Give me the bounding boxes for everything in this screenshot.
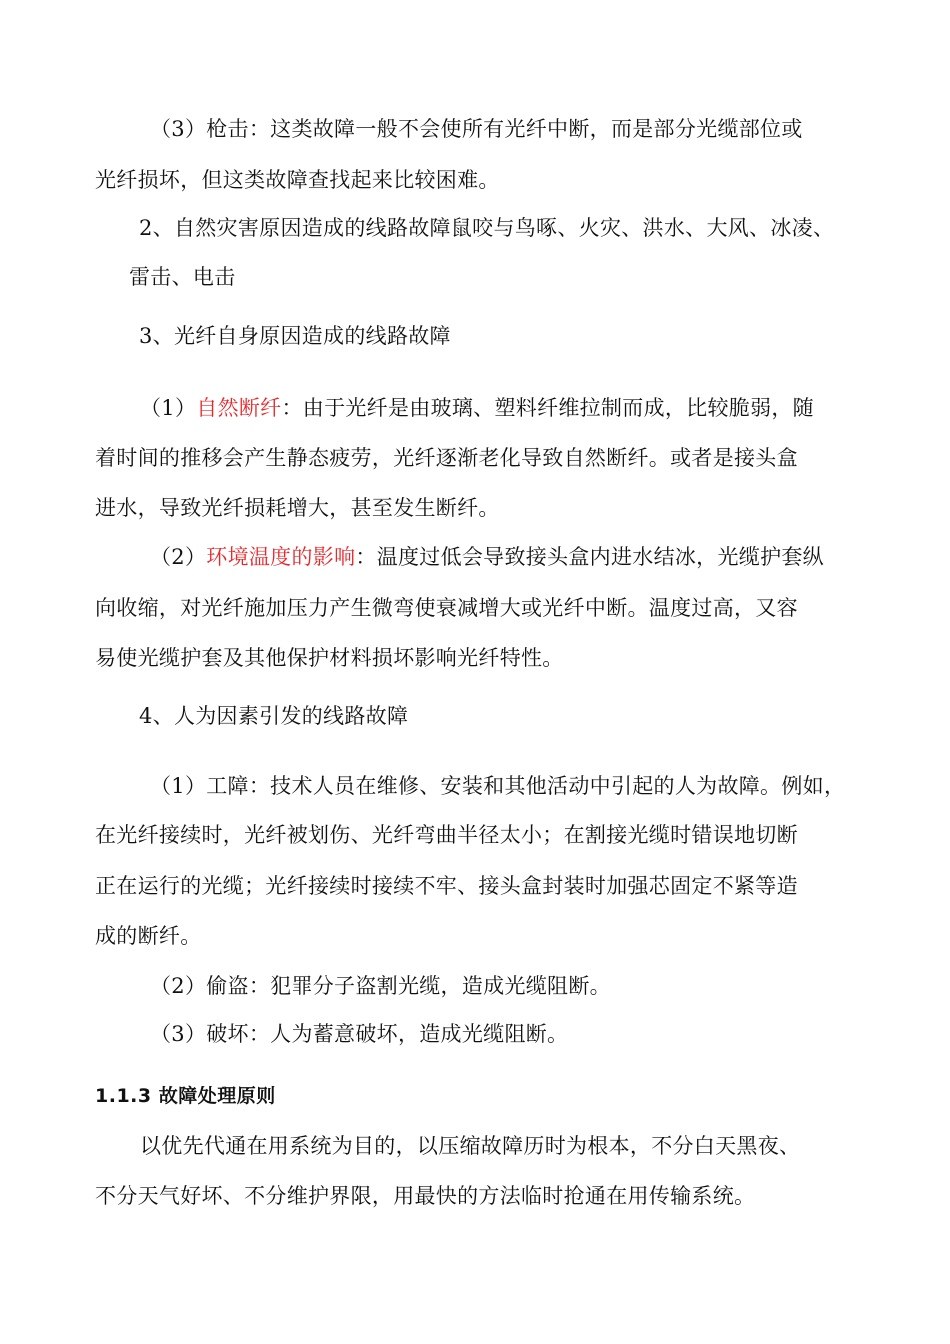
text-line: 3、光纤自身原因造成的线路故障 xyxy=(139,324,451,348)
temperature-paragraph-start xyxy=(150,543,824,571)
text-line: 易使光缆护套及其他保护材料损坏影响光纤特性。 xyxy=(95,646,564,670)
text-line: 以优先代通在用系统为目的，以压缩故障历时为根本，不分白天黑夜、 xyxy=(140,1134,801,1158)
text-line: 向收缩，对光纤施加压力产生微弯使衰减增大或光纤中断。温度过高，又容 xyxy=(95,596,798,620)
item-number: （2） xyxy=(150,545,207,569)
text-line: （1）工障：技术人员在维修、安装和其他活动中引起的人为故障。例如， xyxy=(150,774,846,798)
text-line: （3）破坏：人为蓄意破坏，造成光缆阻断。 xyxy=(150,1022,569,1046)
text-line: 正在运行的光缆；光纤接续时接续不牢、接头盒封装时加强芯固定不紧等造 xyxy=(95,874,798,898)
highlighted-term: 自然断纤 xyxy=(196,396,282,420)
section-heading: 1.1.3 故障处理原则 xyxy=(95,1085,276,1107)
text-line: 着时间的推移会产生静态疲劳，光纤逐渐老化导致自然断纤。或者是接头盒 xyxy=(95,446,798,470)
text-line: （3）枪击：这类故障一般不会使所有光纤中断，而是部分光缆部位或 xyxy=(150,117,803,141)
highlighted-term: 环境温度的影响 xyxy=(206,545,356,569)
item-number: （1） xyxy=(140,396,197,420)
natural-break-paragraph-start xyxy=(140,394,814,422)
text-fragment: 由于光纤是由玻璃、塑料纤维拉制而成，比较脆弱，随 xyxy=(302,396,814,420)
text-line: （2）偷盗：犯罪分子盗割光缆，造成光缆阻断。 xyxy=(150,974,611,998)
text-line: 光纤损坏，但这类故障查找起来比较困难。 xyxy=(95,168,500,192)
text-line: 2、自然灾害原因造成的线路故障鼠咬与鸟啄、火灾、洪水、大风、冰凌、 xyxy=(139,216,835,240)
text-line: 不分天气好坏、不分维护界限，用最快的方法临时抢通在用传输系统。 xyxy=(95,1184,756,1208)
text-line: 进水，导致光纤损耗增大，甚至发生断纤。 xyxy=(95,496,500,520)
text-line: 雷击、电击 xyxy=(129,265,236,289)
colon: ： xyxy=(281,396,303,420)
text-fragment: 温度过低会导致接头盒内进水结冰，光缆护套纵 xyxy=(376,545,824,569)
text-line: 成的断纤。 xyxy=(95,924,202,948)
text-line: 4、人为因素引发的线路故障 xyxy=(139,704,409,728)
text-line: 在光纤接续时，光纤被划伤、光纤弯曲半径太小；在割接光缆时错误地切断 xyxy=(95,823,798,847)
colon: ： xyxy=(355,545,377,569)
